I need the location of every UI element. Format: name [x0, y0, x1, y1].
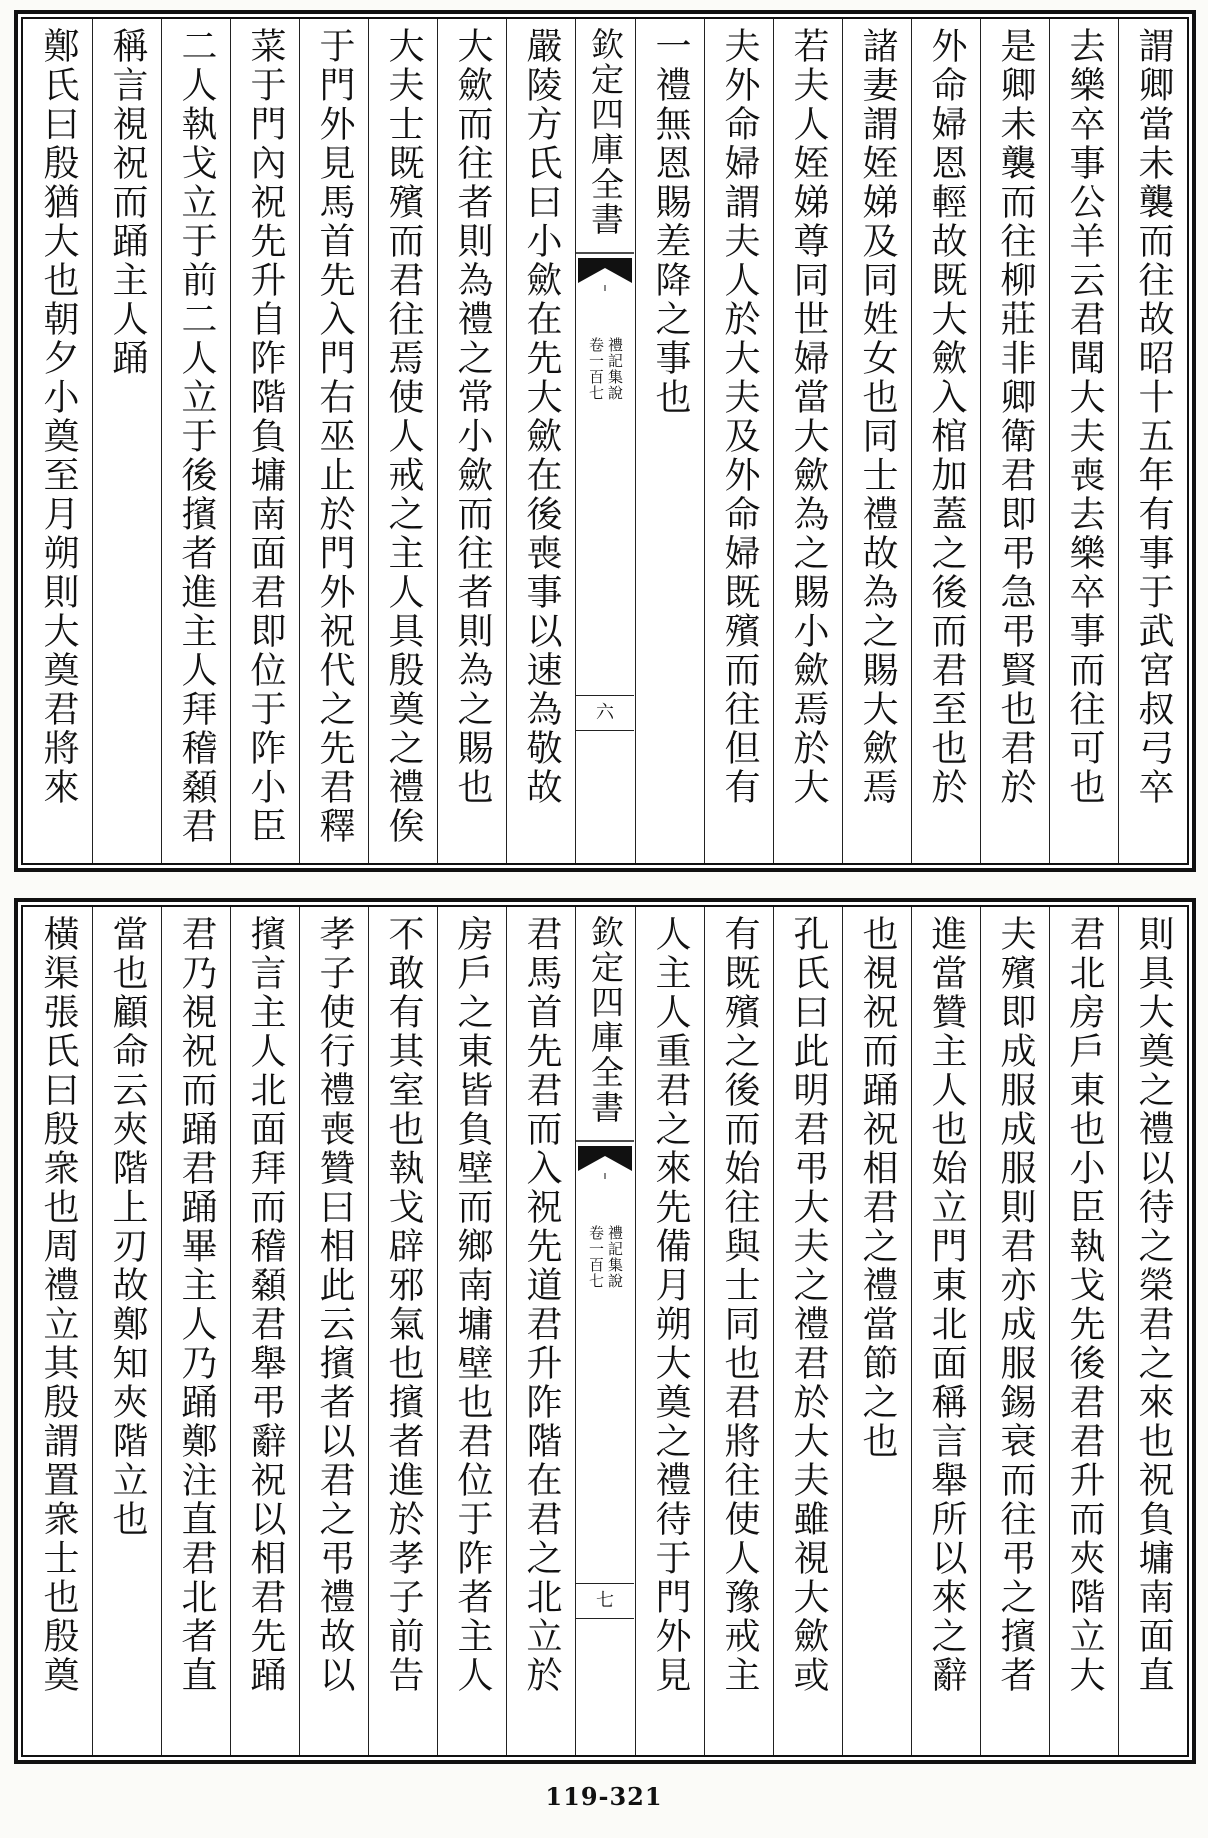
text-column: 外命婦恩輕故既大歛入棺加蓋之後而君至也於	[911, 19, 980, 863]
text-column: 人主人重君之來先備月朔大奠之禮待于門外見	[635, 907, 704, 1755]
text-column: 一禮無恩賜差降之事也	[635, 19, 704, 863]
text-column: 橫渠張氏曰殷衆也周禮立其殷謂置衆士也殷奠	[38, 915, 79, 1695]
top-page-panel	[14, 10, 1196, 872]
collection-title: 欽定四庫全書	[586, 27, 625, 237]
text-column: 當也顧命云夾階上刃故鄭知夾階立也	[92, 907, 161, 1755]
top-page-frame	[21, 17, 1189, 865]
text-column: 菜于門內祝先升自阼階負墉南面君即位于阼小臣	[230, 19, 299, 863]
text-column: 君馬首先君而入祝先道君升阼階在君之北立於	[506, 907, 575, 1755]
center-fold-strip	[575, 19, 635, 863]
volume-number: 卷一百七	[587, 1225, 605, 1289]
text-column: 君北房戶東也小臣執戈先後君君升而夾階立大	[1049, 907, 1118, 1755]
text-column: 若夫人姪娣尊同世婦當大歛為之賜小歛焉於大	[773, 19, 842, 863]
center-fold-strip	[575, 907, 635, 1755]
bottom-page-panel	[14, 898, 1196, 1764]
text-column: 房戶之東皆負壁而鄉南墉壁也君位于阼者主人	[437, 907, 506, 1755]
page-reference: 119-321	[545, 1782, 663, 1811]
text-column: 不敢有其室也執戈辟邪氣也擯者進於孝子前告	[368, 907, 437, 1755]
text-column: 于門外見馬首先入門右巫止於門外祝代之先君釋	[299, 19, 368, 863]
collection-title: 欽定四庫全書	[586, 915, 625, 1125]
text-column: 也視祝而踊祝相君之禮當節之也	[842, 907, 911, 1755]
book-title: 禮記集說	[606, 1225, 624, 1289]
text-column: 則具大奠之禮以待之榮君之來也祝負墉南面直	[1118, 907, 1187, 1755]
text-column: 夫外命婦謂夫人於大夫及外命婦既殯而往但有	[704, 19, 773, 863]
text-column: 大夫士既殯而君往焉使人戒之主人具殷奠之禮俟	[368, 19, 437, 863]
text-column: 大歛而往者則為禮之常小歛而往者則為之賜也	[437, 19, 506, 863]
book-subtitle	[586, 337, 624, 427]
text-column: 進當贊主人也始立門東北面稱言舉所以來之辭	[911, 907, 980, 1755]
book-title: 禮記集說	[606, 337, 624, 401]
text-column: 嚴陵方氏曰小歛在先大歛在後喪事以速為敬故	[506, 19, 575, 863]
text-column: 去樂卒事公羊云君聞大夫喪去樂卒事而往可也	[1049, 19, 1118, 863]
text-column: 鄭氏曰殷猶大也朝夕小奠至月朔則大奠君將來	[38, 27, 79, 807]
book-subtitle	[586, 1225, 624, 1315]
bottom-page-frame	[21, 905, 1189, 1757]
fish-tail-mark-icon	[576, 1139, 634, 1179]
text-column: 諸妻謂姪娣及同姓女也同士禮故為之賜大歛焉	[842, 19, 911, 863]
text-column: 孔氏曰此明君弔大夫之禮君於大夫雖視大歛或	[773, 907, 842, 1755]
volume-number: 卷一百七	[587, 337, 605, 401]
text-column: 夫殯即成服成服則君亦成服錫衰而往弔之擯者	[980, 907, 1049, 1755]
text-column: 二人執戈立于前二人立于後擯者進主人拜稽顙君	[161, 19, 230, 863]
text-column: 擯言主人北面拜而稽顙君舉弔辭祝以相君先踊	[230, 907, 299, 1755]
leaf-number: 六	[576, 695, 634, 731]
text-column: 君乃視祝而踊君踊畢主人乃踊鄭注直君北者直	[161, 907, 230, 1755]
text-column: 孝子使行禮喪贊曰相此云擯者以君之弔禮故以	[299, 907, 368, 1755]
text-column: 稱言視祝而踊主人踊	[92, 19, 161, 863]
text-column: 有既殯之後而始往與士同也君將往使人豫戒主	[704, 907, 773, 1755]
text-column: 是卿未襲而往柳莊非卿衛君即弔急弔賢也君於	[980, 19, 1049, 863]
text-column: 謂卿當未襲而往故昭十五年有事于武宮叔弓卒	[1118, 19, 1187, 863]
fish-tail-mark-icon	[576, 251, 634, 291]
leaf-number: 七	[576, 1583, 634, 1619]
